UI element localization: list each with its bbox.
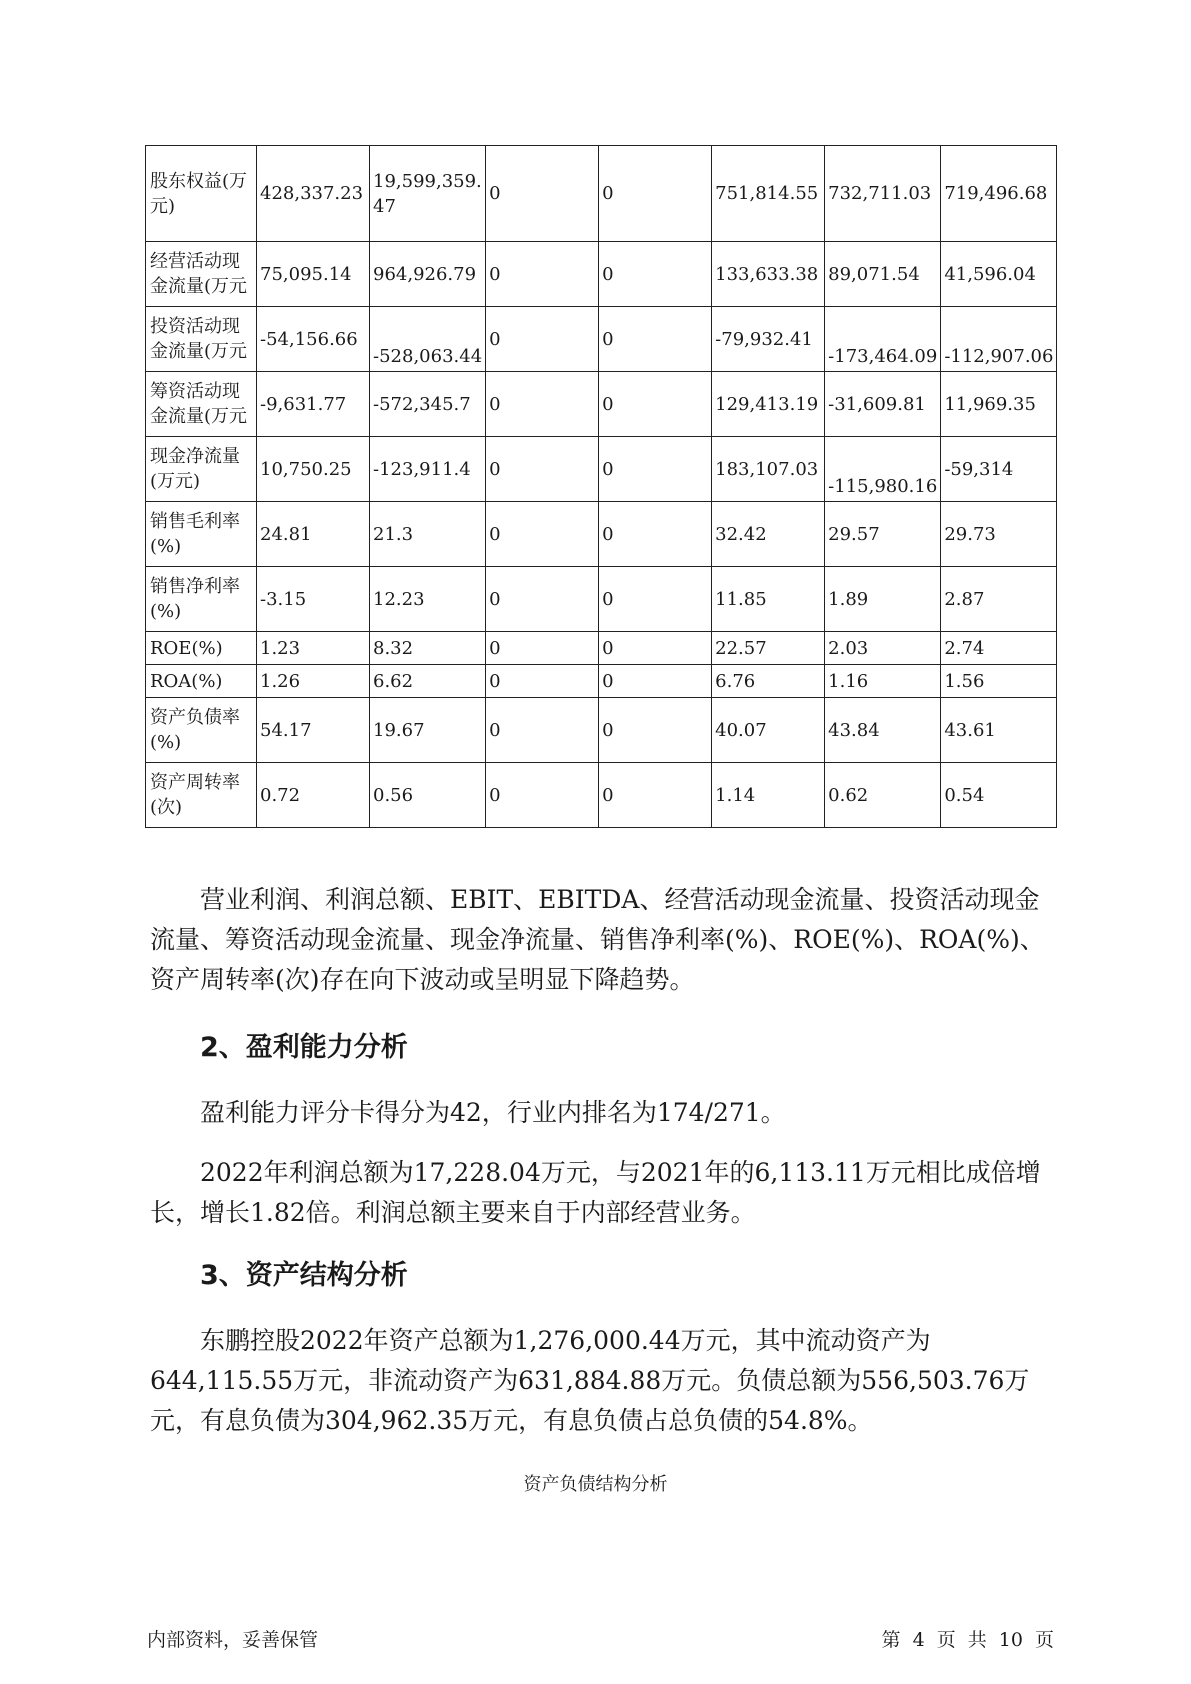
table-cell: 1.89 (825, 567, 941, 632)
table-cell: 40.07 (712, 698, 825, 763)
table-cell: 133,633.38 (712, 242, 825, 307)
row-label: 现金净流量(万元) (146, 437, 257, 502)
table-cell: 1.26 (257, 665, 370, 698)
table-cell: 21.3 (370, 502, 486, 567)
table-cell: -112,907.06 (941, 307, 1057, 372)
table-cell: 183,107.03 (712, 437, 825, 502)
table-cell: 428,337.23 (257, 146, 370, 242)
table-cell: -115,980.16 (825, 437, 941, 502)
table-row (146, 665, 1057, 698)
table-cell: 129,413.19 (712, 372, 825, 437)
table-row (146, 307, 1057, 372)
table-cell: 19.67 (370, 698, 486, 763)
table-cell: 0 (599, 307, 712, 372)
paragraph-score: 盈利能力评分卡得分为42，行业内排名为174/271。 (200, 1098, 786, 1127)
table-row (146, 437, 1057, 502)
table-cell: 89,071.54 (825, 242, 941, 307)
table-cell: 0 (599, 146, 712, 242)
table-cell: 0.72 (257, 763, 370, 828)
table-cell: 0.54 (941, 763, 1057, 828)
heading-asset-structure: 3、资产结构分析 (200, 1260, 408, 1291)
table-cell: 0 (486, 502, 599, 567)
paragraph-profit: 2022年利润总额为17,228.04万元，与2021年的6,113.11万元相比成倍增长，增长1.82倍。利润总额主要来自于内部经营业务。 (150, 1158, 1041, 1227)
row-label: 筹资活动现金流量(万元 (146, 372, 257, 437)
table-cell: 12.23 (370, 567, 486, 632)
row-label: 资产周转率(次) (146, 763, 257, 828)
table-cell: 719,496.68 (941, 146, 1057, 242)
table-cell: 0 (486, 665, 599, 698)
table-cell: 75,095.14 (257, 242, 370, 307)
row-label: 经营活动现金流量(万元 (146, 242, 257, 307)
table-cell: 1.14 (712, 763, 825, 828)
table-cell: 8.32 (370, 632, 486, 665)
table-cell: 0 (599, 437, 712, 502)
table-cell: 1.16 (825, 665, 941, 698)
table-cell: 11.85 (712, 567, 825, 632)
financial-table-body (146, 146, 1057, 828)
table-cell: 2.03 (825, 632, 941, 665)
table-cell: 1.23 (257, 632, 370, 665)
table-cell: 22.57 (712, 632, 825, 665)
table-cell: -54,156.66 (257, 307, 370, 372)
financial-table (145, 145, 1057, 828)
table-cell: 19,599,359.47 (370, 146, 486, 242)
table-cell: 29.57 (825, 502, 941, 567)
footer-page-number: 第 4 页 共 10 页 (881, 1629, 1054, 1651)
table-cell: 0 (486, 567, 599, 632)
table-cell: 29.73 (941, 502, 1057, 567)
table-cell: 0 (486, 372, 599, 437)
row-label: ROA(%) (146, 665, 257, 698)
table-cell: 732,711.03 (825, 146, 941, 242)
table-cell: 0 (599, 372, 712, 437)
table-cell: -123,911.4 (370, 437, 486, 502)
row-label: ROE(%) (146, 632, 257, 665)
table-cell: 10,750.25 (257, 437, 370, 502)
table-cell: 0 (599, 632, 712, 665)
paragraph-assets: 东鹏控股2022年资产总额为1,276,000.44万元，其中流动资产为644,115.55万元，非流动资产为631,884.88万元。负债总额为556,503.76万元，有息负债为304,962.35万元，有息负债占总负债的54.8%。 (150, 1326, 1030, 1435)
table-row (146, 372, 1057, 437)
paragraph-declining-metrics: 营业利润、利润总额、EBIT、EBITDA、经营活动现金流量、投资活动现金流量、筹资活动现金流量、现金净流量、销售净利率(%)、ROE(%)、ROA(%)、资产周转率(次)存在向下波动或呈明显下降趋势。 (150, 885, 1045, 994)
table-row (146, 146, 1057, 242)
table-cell: 32.42 (712, 502, 825, 567)
table-cell: 0 (599, 502, 712, 567)
table-cell: 41,596.04 (941, 242, 1057, 307)
table-cell: -9,631.77 (257, 372, 370, 437)
heading-profitability: 2、盈利能力分析 (200, 1032, 408, 1063)
table-cell: 964,926.79 (370, 242, 486, 307)
table-cell: 24.81 (257, 502, 370, 567)
table-cell: -3.15 (257, 567, 370, 632)
table-cell: 1.56 (941, 665, 1057, 698)
table-cell: 751,814.55 (712, 146, 825, 242)
table-cell: -79,932.41 (712, 307, 825, 372)
table-cell: -572,345.7 (370, 372, 486, 437)
table-row (146, 502, 1057, 567)
table-cell: 2.74 (941, 632, 1057, 665)
table-cell: 43.84 (825, 698, 941, 763)
table-cell: 0 (599, 567, 712, 632)
table-cell: 0 (486, 146, 599, 242)
table-cell: 0 (599, 242, 712, 307)
figure-caption: 资产负债结构分析 (523, 1474, 668, 1495)
row-label: 股东权益(万元) (146, 146, 257, 242)
table-cell: 2.87 (941, 567, 1057, 632)
table-cell: 11,969.35 (941, 372, 1057, 437)
table-row (146, 763, 1057, 828)
table-cell: 0 (486, 698, 599, 763)
table-cell: 0 (599, 763, 712, 828)
table-cell: 0.62 (825, 763, 941, 828)
row-label: 销售毛利率(%) (146, 502, 257, 567)
table-cell: 54.17 (257, 698, 370, 763)
table-cell: 6.62 (370, 665, 486, 698)
table-cell: 0 (486, 632, 599, 665)
row-label: 资产负债率(%) (146, 698, 257, 763)
table-cell: 0 (486, 242, 599, 307)
table-row (146, 698, 1057, 763)
table-cell: 6.76 (712, 665, 825, 698)
table-cell: 43.61 (941, 698, 1057, 763)
table-cell: 0 (486, 763, 599, 828)
table-cell: 0 (599, 698, 712, 763)
footer-confidential: 内部资料，妥善保管 (147, 1629, 319, 1651)
table-row (146, 242, 1057, 307)
row-label: 销售净利率(%) (146, 567, 257, 632)
table-cell: -31,609.81 (825, 372, 941, 437)
table-cell: -528,063.44 (370, 307, 486, 372)
table-cell: 0 (486, 437, 599, 502)
row-label: 投资活动现金流量(万元 (146, 307, 257, 372)
table-cell: -59,314 (941, 437, 1057, 502)
table-row (146, 567, 1057, 632)
table-cell: 0 (599, 665, 712, 698)
table-cell: 0 (486, 307, 599, 372)
table-cell: -173,464.09 (825, 307, 941, 372)
table-row (146, 632, 1057, 665)
table-cell: 0.56 (370, 763, 486, 828)
